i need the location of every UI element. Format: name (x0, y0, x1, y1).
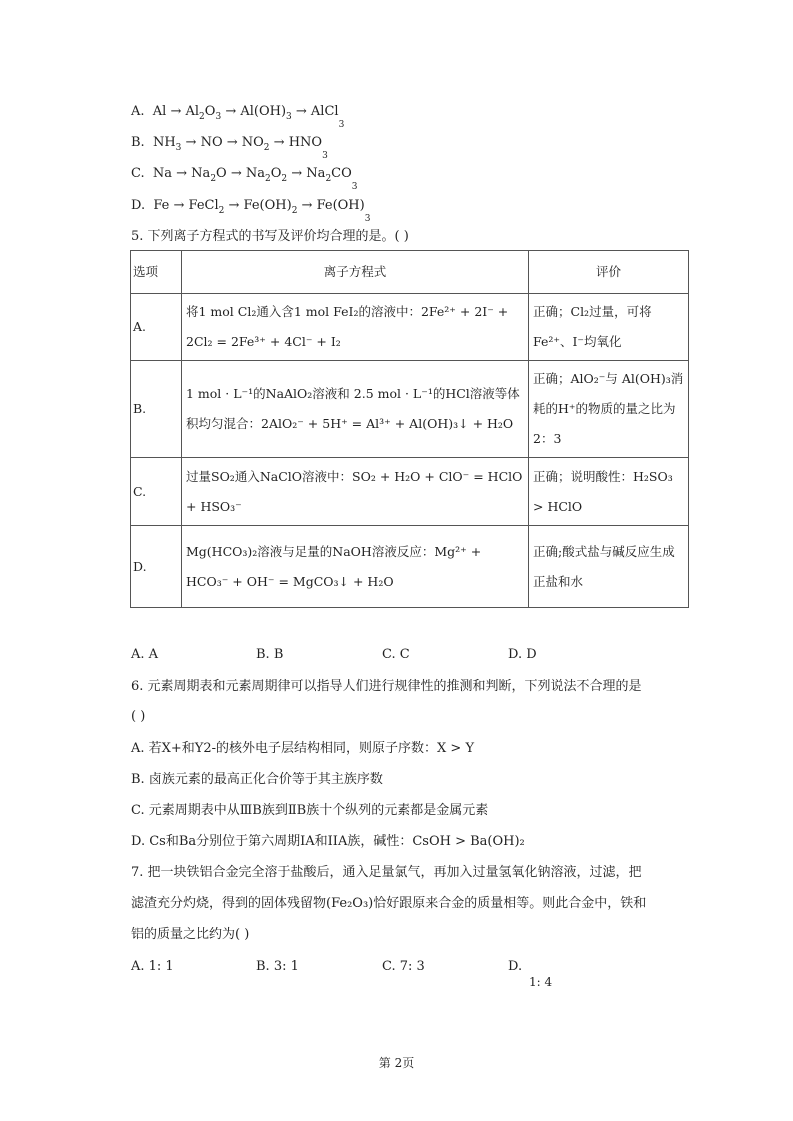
row-evaluation: 正确；说明酸性：H₂SO₃ > HClO (529, 458, 689, 526)
q7-answer-d-value: 1: 4 (529, 975, 553, 989)
row-equation: 将1 mol Cl₂通入含1 mol FeI₂的溶液中：2Fe²⁺ + 2I⁻ + 2Cl₂ = 2Fe³⁺ + 4Cl⁻ + I₂ (182, 294, 529, 361)
q4-option-a: A. $Al \to Al_2O_3 \to Al(OH)_3$ → AlCl$_3$ (131, 104, 345, 130)
row-equation: 1 mol · L⁻¹的NaAlO₂溶液和 2.5 mol · L⁻¹的HCl溶液等体积均匀混合：2AlO₂⁻ + 5H⁺ = Al³⁺ + Al(OH)₃↓ + H₂O (182, 361, 529, 458)
q5-stem: 5. 下列离子方程式的书写及评价均合理的是。( ) (131, 229, 409, 244)
row-option: D. (131, 526, 182, 608)
row-equation: 过量SO₂通入NaClO溶液中：SO₂ + H₂O + ClO⁻ = HClO + HSO₃⁻ (182, 458, 529, 526)
row-equation: Mg(HCO₃)₂溶液与足量的NaOH溶液反应：Mg²⁺ + HCO₃⁻ + OH⁻ = MgCO₃↓ + H₂O (182, 526, 529, 608)
table-row (131, 458, 689, 526)
header-equation: 离子方程式 (182, 251, 529, 294)
q6-stem-line2: ( ) (131, 709, 146, 724)
row-evaluation: 正确；AlO₂⁻与 Al(OH)₃消耗的H⁺的物质的量之比为 2：3 (529, 361, 689, 458)
q5-answer-a: A. A (131, 647, 159, 662)
page-number: 第 2页 (378, 1056, 415, 1070)
table-header-row (131, 251, 689, 294)
header-evaluation: 评价 (529, 251, 689, 294)
row-option: C. (131, 458, 182, 526)
table-row (131, 294, 689, 361)
q4-option-d: D. Fe → FeCl$_2$ → $Fe(OH)_2 \to Fe(OH)_3$ (131, 198, 371, 224)
table-row (131, 526, 689, 608)
q6-option-c: C. 元素周期表中从ⅢB族到ⅡB族十个纵列的元素都是金属元素 (131, 803, 489, 818)
q4-option-c: C. $Na \to Na_2O \to Na_2O_2 \to Na_2CO_3$ (131, 166, 358, 192)
q6-option-a: A. 若X+和Y2-的核外电子层结构相同，则原子序数：X > Y (131, 741, 475, 756)
q7-stem-line2: 滤渣充分灼烧，得到的固体残留物(Fe₂O₃)恰好跟原来合金的质量相等。则此合金中，铁和 (131, 896, 647, 911)
q7-answer-a: A. 1: 1 (131, 959, 174, 974)
header-option: 选项 (131, 251, 182, 294)
q7-stem-line1: 7. 把一块铁铝合金完全溶于盐酸后，通入足量氯气，再加入过量氢氧化钠溶液，过滤，把 (131, 865, 642, 880)
q5-answer-d: D. D (508, 647, 537, 662)
row-option: A. (131, 294, 182, 361)
q5-table (130, 250, 689, 608)
q7-answer-c: C. 7: 3 (382, 959, 425, 974)
row-evaluation: 正确;酸式盐与碱反应生成正盐和水 (529, 526, 689, 608)
q5-answer-c: C. C (382, 647, 410, 662)
q4-option-b: B. $NH_3$ → NO → $NO_2 \to HNO_3$ (131, 135, 328, 161)
table-row (131, 361, 689, 458)
q6-option-b: B. 卤族元素的最高正化合价等于其主族序数 (131, 772, 383, 787)
q7-stem-line3: 铝的质量之比约为( ) (131, 927, 250, 942)
q7-answer-b: B. 3: 1 (256, 959, 299, 974)
q5-answer-b: B. B (256, 647, 284, 662)
q6-option-d: D. Cs和Ba分别位于第六周期IA和IIA族，碱性：CsOH > Ba(OH)₂ (131, 834, 525, 849)
q7-answer-d: D. (508, 959, 523, 974)
q6-stem-line1: 6. 元素周期表和元素周期律可以指导人们进行规律性的推测和判断，下列说法不合理的是 (131, 679, 642, 694)
row-evaluation: 正确；Cl₂过量，可将 Fe²⁺、I⁻均氧化 (529, 294, 689, 361)
row-option: B. (131, 361, 182, 458)
